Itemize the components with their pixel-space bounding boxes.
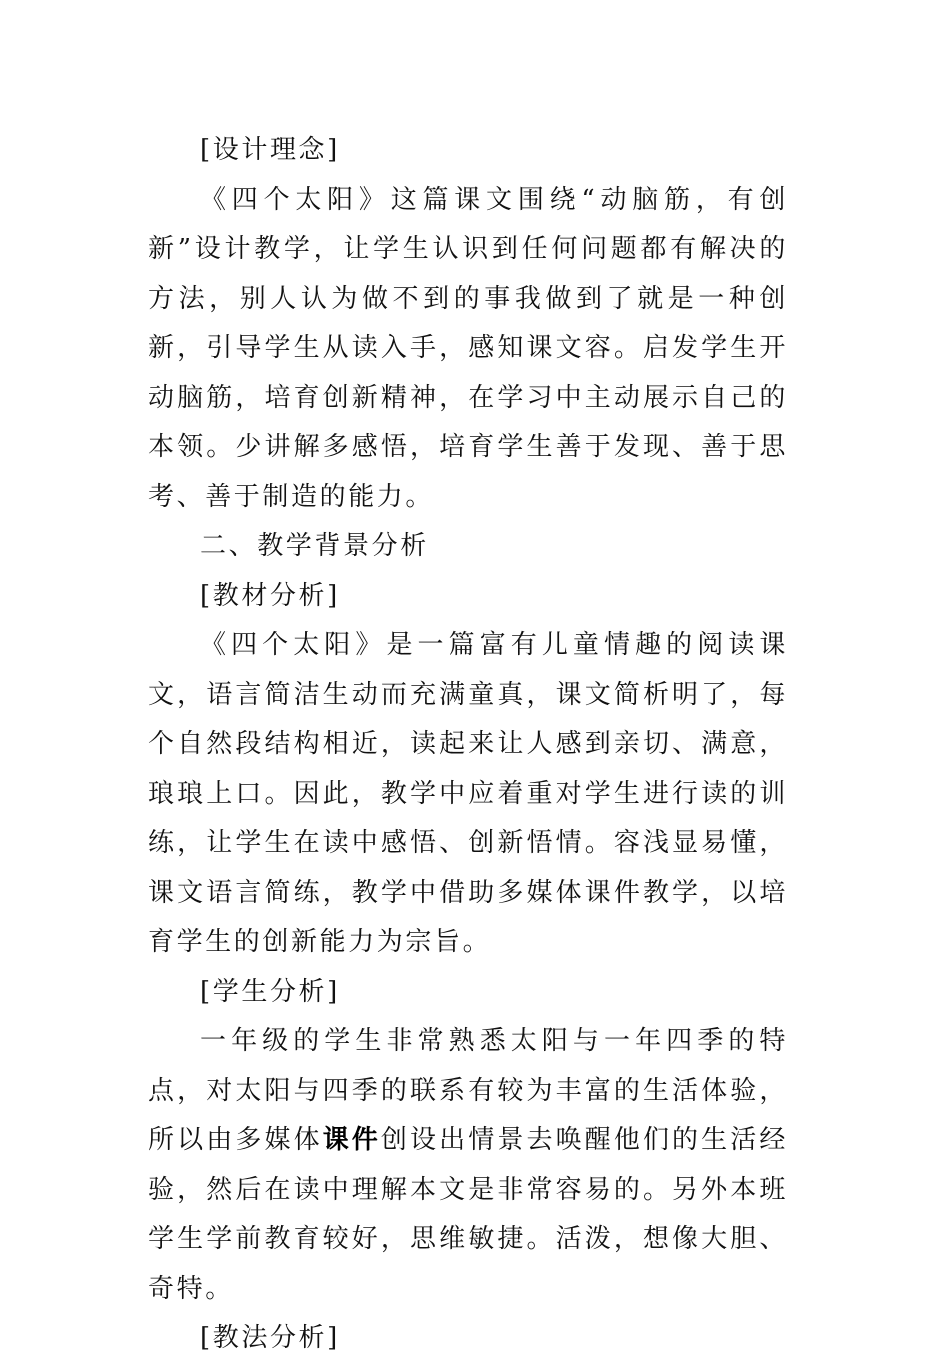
design-concept-heading: [设计理念] [200,135,340,165]
textbook-analysis-paragraph: 《四个太阳》是一篇富有儿童情趣的阅读课文，语言简洁生动而充满童真，课文简析明了，每个自然段结构相近，读起来让人感到亲切、满意，琅琅上口。因此，教学中应着重对学生进行读的训练，让学生在读中感悟、创新悟情。容浅显易懂，课文语言简练，教学中借助多媒体课件教学，以培育学生的创新能力为宗旨。 [148,630,788,957]
student-analysis-heading: [学生分析] [200,976,340,1007]
section-two-heading: 二、教学背景分析 [200,531,429,561]
document-body [148,126,788,1364]
student-analysis-paragraph [148,1017,788,1314]
textbook-analysis-heading: [教材分析] [200,580,340,611]
teaching-method-heading: [教法分析] [200,1323,340,1353]
highlighted-keyword: 课件 [322,1125,381,1155]
student-analysis-text-after: 创设出情景去唤醒他们的生活经验，然后在读中理解本文是非常容易的。另外本班学生学前教育较好，思维敏捷。活泼，想像大胆、奇特。 [148,1125,788,1304]
student-analysis-text-before: 一年级的学生非常熟悉太阳与一年四季的特点，对太阳与四季的联系有较为丰富的生活体验，所以由多媒体 [148,1026,788,1155]
design-concept-paragraph: 《四个太阳》这篇课文围绕“动脑筋，有创新”设计教学，让学生认识到任何问题都有解决的方法，别人认为做不到的事我做到了就是一种创新，引导学生从读入手，感知课文容。启发学生开动脑筋，培育创新精神，在学习中主动展示自己的本领。少讲解多感悟，培育学生善于发现、善于思考、善于制造的能力。 [148,184,788,512]
